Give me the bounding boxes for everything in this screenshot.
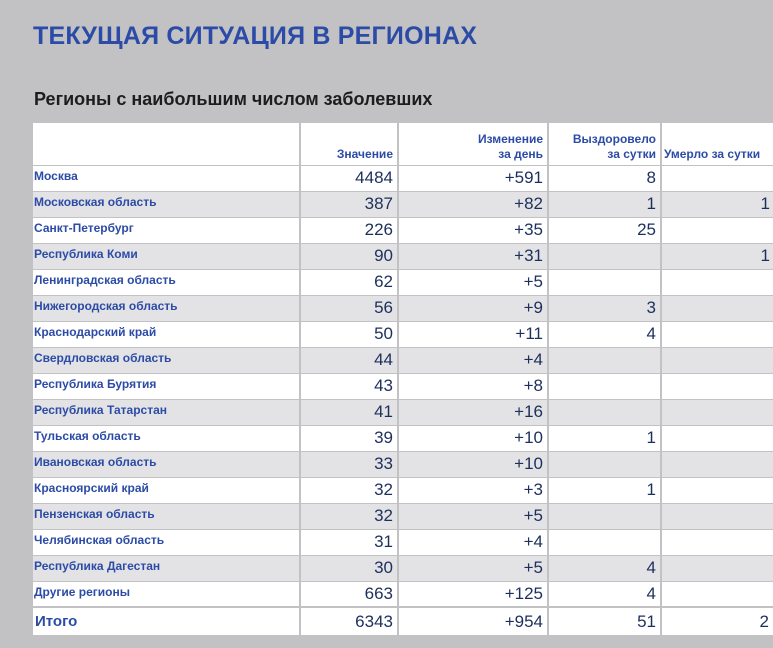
region-name: Республика Коми: [33, 243, 300, 269]
table-header-row: [33, 123, 773, 165]
cell-change: +4: [398, 529, 548, 555]
header-value-line: Значение: [336, 146, 393, 161]
cell-died: [661, 451, 773, 477]
cell-recovered: 1: [548, 477, 661, 503]
region-name: Республика Бурятия: [33, 373, 300, 399]
region-name: Свердловская область: [33, 347, 300, 373]
cell-change: +5: [398, 269, 548, 295]
table-row: [33, 321, 773, 347]
cell-value: 62: [300, 269, 398, 295]
regions-table: [33, 123, 773, 635]
cell-died: [661, 503, 773, 529]
cell-value: 41: [300, 399, 398, 425]
region-name: Краснодарский край: [33, 321, 300, 347]
cell-change: +82: [398, 191, 548, 217]
cell-change: +125: [398, 581, 548, 607]
region-name: Республика Дагестан: [33, 555, 300, 581]
region-name: Республика Татарстан: [33, 399, 300, 425]
cell-value: 387: [300, 191, 398, 217]
cell-died: 1: [661, 191, 773, 217]
cell-change: +31: [398, 243, 548, 269]
cell-recovered: [548, 373, 661, 399]
cell-change: +11: [398, 321, 548, 347]
header-recovered-line-1: Выздоровело: [572, 131, 656, 146]
table-row: [33, 295, 773, 321]
cell-recovered: 4: [548, 581, 661, 607]
cell-value: 50: [300, 321, 398, 347]
total-recovered: 51: [548, 607, 661, 635]
cell-died: [661, 269, 773, 295]
table-row: [33, 477, 773, 503]
header-value: [300, 123, 398, 165]
table-row: [33, 217, 773, 243]
cell-change: +4: [398, 347, 548, 373]
cell-change: +591: [398, 165, 548, 191]
cell-change: +5: [398, 503, 548, 529]
cell-value: 663: [300, 581, 398, 607]
cell-died: [661, 373, 773, 399]
region-name: Другие регионы: [33, 581, 300, 607]
cell-value: 30: [300, 555, 398, 581]
cell-recovered: [548, 451, 661, 477]
header-change-line-2: за день: [498, 146, 543, 161]
cell-value: 56: [300, 295, 398, 321]
region-name: Москва: [33, 165, 300, 191]
cell-change: +10: [398, 451, 548, 477]
cell-died: [661, 295, 773, 321]
table-body: [33, 165, 773, 607]
table-row: [33, 503, 773, 529]
cell-recovered: [548, 503, 661, 529]
cell-died: [661, 529, 773, 555]
cell-change: +5: [398, 555, 548, 581]
cell-change: +10: [398, 425, 548, 451]
region-name: Пензенская область: [33, 503, 300, 529]
table-row: [33, 529, 773, 555]
cell-value: 43: [300, 373, 398, 399]
header-died: [661, 123, 773, 165]
cell-change: +3: [398, 477, 548, 503]
cell-recovered: 1: [548, 425, 661, 451]
region-name: Московская область: [33, 191, 300, 217]
cell-change: +8: [398, 373, 548, 399]
cell-recovered: [548, 243, 661, 269]
region-name: Нижегородская область: [33, 295, 300, 321]
cell-died: 1: [661, 243, 773, 269]
header-recovered-line-2: за сутки: [607, 146, 656, 161]
total-value: 6343: [300, 607, 398, 635]
header-change-line-1: Изменение: [477, 131, 543, 146]
cell-died: [661, 477, 773, 503]
table-row: [33, 347, 773, 373]
table-row: [33, 191, 773, 217]
region-name: Красноярский край: [33, 477, 300, 503]
table-subtitle: Регионы с наибольшим числом заболевших: [34, 89, 433, 109]
total-row: [33, 607, 773, 635]
cell-recovered: 3: [548, 295, 661, 321]
cell-died: [661, 347, 773, 373]
table-row: [33, 243, 773, 269]
table-row: [33, 399, 773, 425]
cell-value: 33: [300, 451, 398, 477]
table-row: [33, 269, 773, 295]
cell-value: 4484: [300, 165, 398, 191]
cell-recovered: [548, 269, 661, 295]
total-change: +954: [398, 607, 548, 635]
cell-recovered: 4: [548, 555, 661, 581]
region-name: Челябинская область: [33, 529, 300, 555]
cell-recovered: [548, 347, 661, 373]
table-row: [33, 555, 773, 581]
cell-recovered: [548, 529, 661, 555]
cell-value: 32: [300, 477, 398, 503]
cell-recovered: 4: [548, 321, 661, 347]
header-recovered: [548, 123, 661, 165]
cell-value: 90: [300, 243, 398, 269]
header-region: [33, 123, 300, 165]
cell-change: +9: [398, 295, 548, 321]
cell-value: 39: [300, 425, 398, 451]
cell-recovered: 8: [548, 165, 661, 191]
cell-recovered: 25: [548, 217, 661, 243]
header-change: [398, 123, 548, 165]
cell-died: [661, 217, 773, 243]
cell-change: +35: [398, 217, 548, 243]
cell-recovered: [548, 399, 661, 425]
region-name: Санкт-Петербург: [33, 217, 300, 243]
table-row: [33, 373, 773, 399]
region-name: Ленинградская область: [33, 269, 300, 295]
total-label: Итого: [33, 607, 300, 635]
page-title: ТЕКУЩАЯ СИТУАЦИЯ В РЕГИОНАХ: [33, 22, 478, 50]
cell-died: [661, 321, 773, 347]
cell-died: [661, 581, 773, 607]
table-row: [33, 451, 773, 477]
cell-died: [661, 555, 773, 581]
cell-died: [661, 165, 773, 191]
cell-recovered: 1: [548, 191, 661, 217]
cell-change: +16: [398, 399, 548, 425]
region-name: Тульская область: [33, 425, 300, 451]
table-row: [33, 581, 773, 607]
cell-value: 226: [300, 217, 398, 243]
table-row: [33, 165, 773, 191]
table-row: [33, 425, 773, 451]
region-name: Ивановская область: [33, 451, 300, 477]
header-died-line: Умерло за сутки: [664, 146, 761, 161]
cell-died: [661, 425, 773, 451]
cell-value: 32: [300, 503, 398, 529]
total-died: 2: [661, 607, 773, 635]
cell-value: 31: [300, 529, 398, 555]
cell-died: [661, 399, 773, 425]
cell-value: 44: [300, 347, 398, 373]
